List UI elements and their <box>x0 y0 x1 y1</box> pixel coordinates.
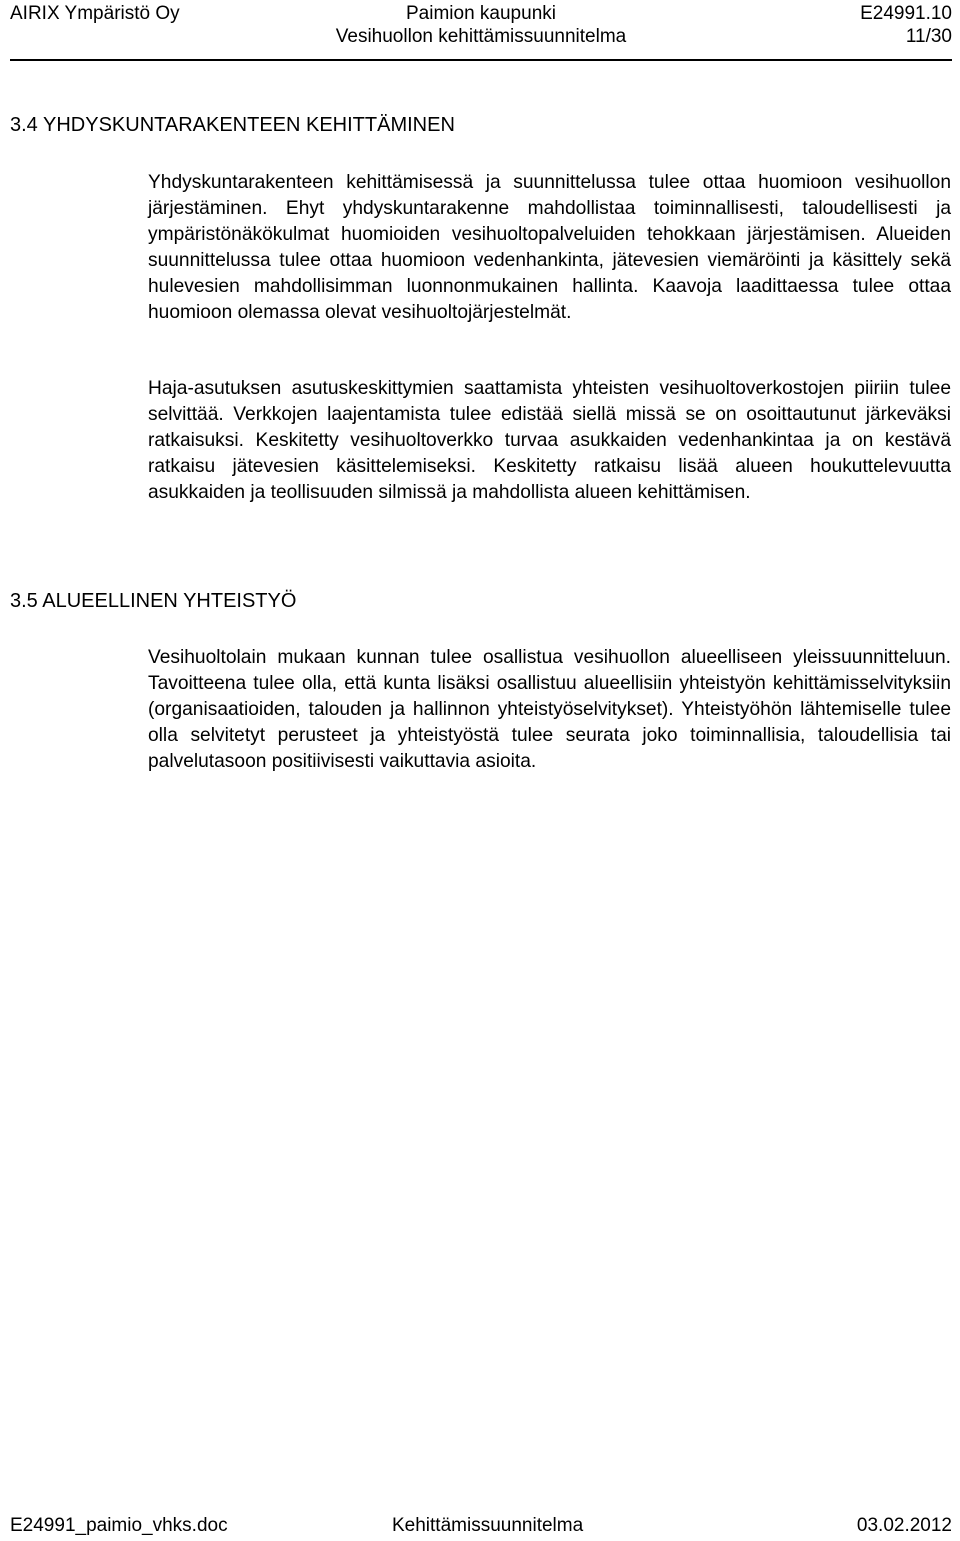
body-paragraph: Vesihuoltolain mukaan kunnan tulee osallistua vesihuollon alueelliseen yleissuunnitteluun. Tavoitteena tulee olla, että kunta lisäksi osallistuu alueellisiin yhteistyön kehittämisselvityksiin (organisaatioiden, talouden ja hallinnon yhteistyöselvitykset). Yhteistyöhön lähtemiselle tulee olla selvitetyt perusteet ja yhteistyöstä tulee seurata joko toiminnallisia, taloudellisia tai palvelutasoon positiivisesti vaikuttavia asioita. <box>148 647 951 772</box>
section-heading: 3.5 ALUEELLINEN YHTEISTYÖ <box>10 590 297 612</box>
header-document-title: Vesihuollon kehittämissuunnitelma <box>335 26 627 47</box>
header-row-bottom <box>10 25 952 49</box>
footer-date: 03.02.2012 <box>856 1515 952 1536</box>
body-paragraph: Yhdyskuntarakenteen kehittämisessä ja suunnittelussa tulee ottaa huomioon vesihuollon järjestäminen. Ehyt yhdyskuntarakenne mahdollistaa toiminnallisesti, taloudellisesti ja ympäristönäkökulmat huomioiden vesihuoltopalveluiden tehokkaan järjestämisen. Alueiden suunnittelussa tulee ottaa huomioon vedenhankinta, jätevesien viemäröinti ja käsittely sekä hulevesien mahdollisimman luonnonmukainen hallinta. Kaavoja laadittaessa tulee ottaa huomioon olemassa olevat vesihuoltojärjestelmät. <box>148 172 951 323</box>
header-client: Paimion kaupunki <box>406 3 556 24</box>
footer-document-type: Kehittämissuunnitelma <box>392 1515 584 1536</box>
body-paragraph: Haja-asutuksen asutuskeskittymien saattamista yhteisten vesihuoltoverkostojen piiriin tulee selvittää. Verkkojen laajentamista tulee edistää siellä missä se on osoittautunut järkeväksi ratkaisuksi. Keskitetty vesihuoltoverkko turvaa asukkaiden vedenhankintaa ja on kestävä ratkaisu jätevesien käsittelemiseksi. Keskitetty ratkaisu lisää alueen houkuttelevuutta asukkaiden ja teollisuuden silmissä ja mahdollista alueen kehittämisen. <box>148 378 951 503</box>
header-project-code: E24991.10 <box>860 3 952 24</box>
footer-file-name: E24991_paimio_vhks.doc <box>10 1515 228 1536</box>
header-row-top <box>10 2 952 26</box>
header-page-number: 11/30 <box>905 26 952 47</box>
header-company: AIRIX Ympäristö Oy <box>10 3 180 24</box>
header-divider <box>10 59 952 61</box>
footer <box>10 1514 952 1538</box>
section-heading: 3.4 YHDYSKUNTARAKENTEEN KEHITTÄMINEN <box>10 114 455 136</box>
